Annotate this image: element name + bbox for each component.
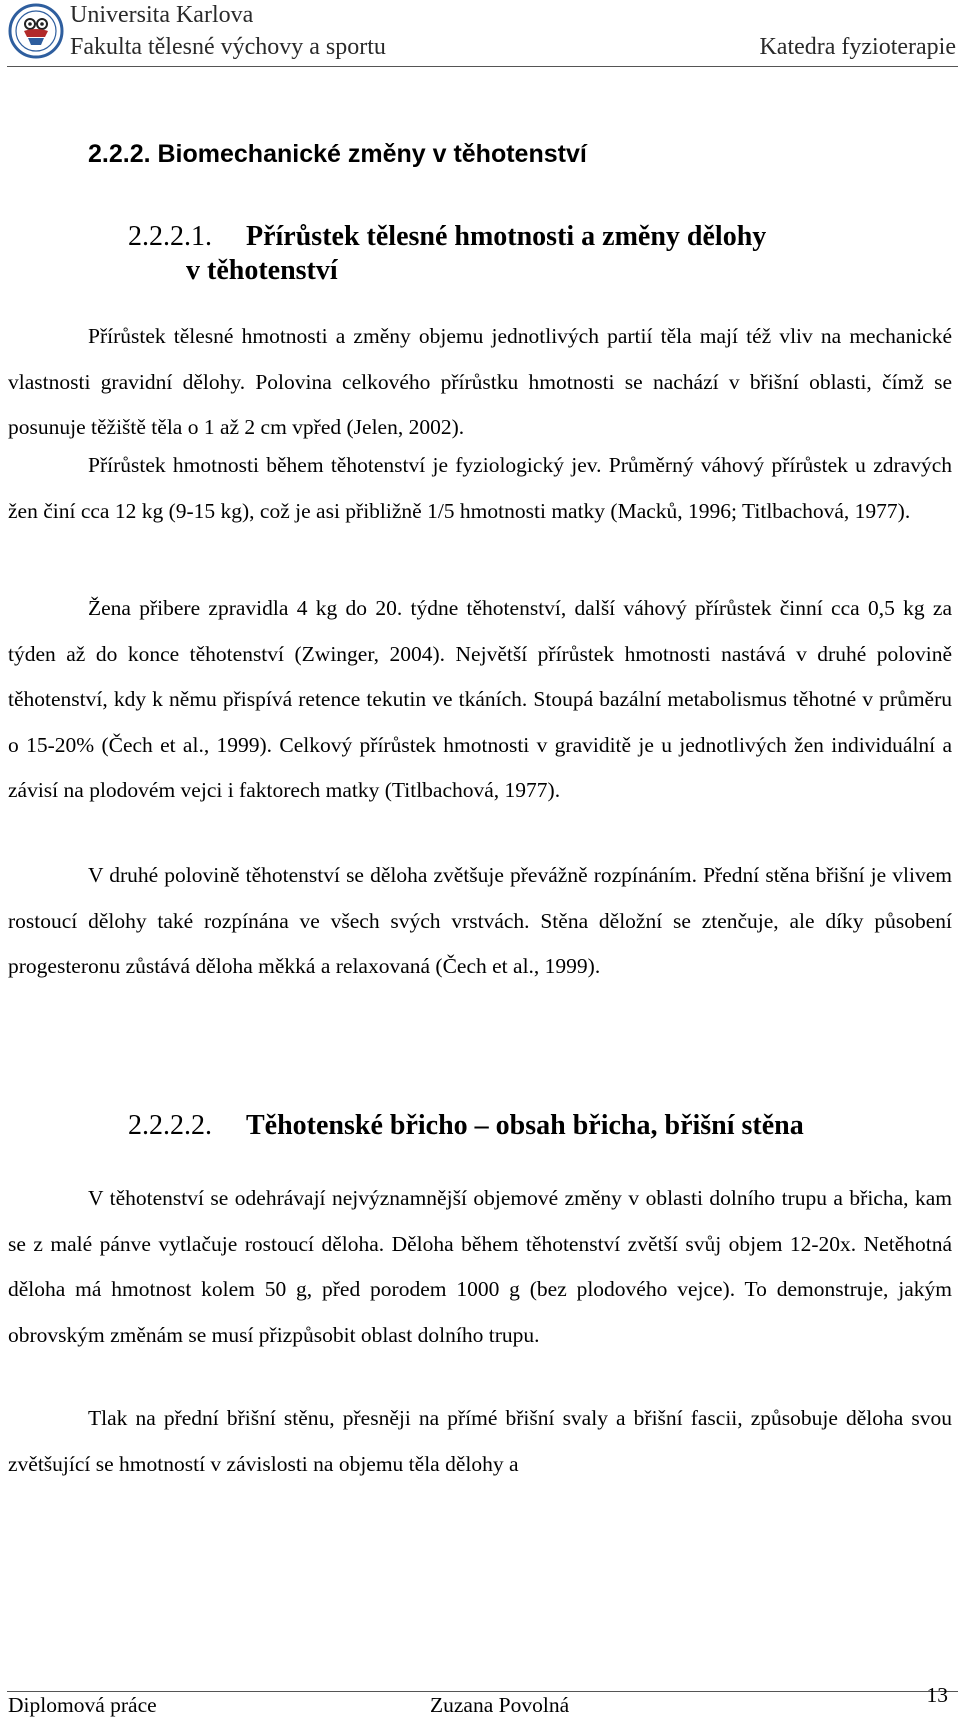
subsection-heading-2 (128, 1109, 804, 1143)
subsection-title-continued: v těhotenství (186, 255, 338, 286)
page-number: 13 (926, 1683, 948, 1707)
paragraph: V druhé polovině těhotenství se děloha zvětšuje převážně rozpínáním. Přední stěna břišní je vlivem rostoucí dělohy také rozpínána ve všech svých vrstvách. Stěna děložní se ztenčuje, ale díky působení progesteronu zůstává děloha měkká a relaxovaná (Čech et al., 1999). (8, 863, 952, 978)
section-heading: 2.2.2. Biomechanické změny v těhotenství (88, 140, 587, 168)
faculty-name: Fakulta tělesné výchovy a sportu (70, 34, 386, 60)
header-divider (7, 66, 958, 67)
paragraph: Tlak na přední břišní stěnu, přesněji na přímé břišní svaly a břišní fascii, způsobuje děloha svou zvětšující se hmotností v závislosti na objemu těla dělohy a (8, 1406, 952, 1476)
author-name: Zuzana Povolná (430, 1693, 570, 1717)
page-header (0, 0, 960, 68)
document-type: Diplomová práce (8, 1693, 157, 1717)
paragraph: Přírůstek hmotnosti během těhotenství je fyziologický jev. Průměrný váhový přírůstek u zdravých žen činí cca 12 kg (9-15 kg), což je asi přibližně 1/5 hmotnosti matky (Macků, 1996; Titlbachová, 1977). (8, 453, 952, 523)
paragraph: Žena přibere zpravidla 4 kg do 20. týdne těhotenství, další váhový přírůstek činní cca 0,5 kg za týden až do konce těhotenství (Zwinger, 2004). Největší přírůstek hmotnosti nastává v druhé polovině těhotenství, kdy k němu přispívá retence tekutin ve tkáních. Stoupá bazální metabolismus těhotné v průměru o 15-20% (Čech et al., 1999). Celkový přírůstek hmotnosti v graviditě je u jednotlivých žen individuální a závisí na plodovém vejci i faktorech matky (Titlbachová, 1977). (8, 596, 952, 802)
university-logo-icon (8, 3, 64, 59)
subsection-number: 2.2.2.1. (128, 221, 212, 252)
paragraph: Přírůstek tělesné hmotnosti a změny objemu jednotlivých partií těla mají též vliv na mechanické vlastnosti gravidní dělohy. Polovina celkového přírůstku hmotnosti se nachází v břišní oblasti, čímž se posunuje těžiště těla o 1 až 2 cm vpřed (Jelen, 2002). (8, 324, 952, 439)
subsection-heading-1 (128, 220, 766, 288)
subsection-number: 2.2.2.2. (128, 1110, 212, 1141)
paragraph: V těhotenství se odehrávají nejvýznamnější objemové změny v oblasti dolního trupu a břicha, kam se z malé pánve vytlačuje rostoucí děloha. Děloha během těhotenství zvětší svůj objem 12-20x. Netěhotná děloha má hmotnost kolem 50 g, před porodem 1000 g (bez plodového vejce). To demonstruje, jakým obrovským změnám se musí přizpůsobit oblast dolního trupu. (8, 1186, 952, 1347)
subsection-title: Přírůstek tělesné hmotnosti a změny dělohy (246, 221, 767, 252)
department-name: Katedra fyzioterapie (759, 34, 956, 60)
university-name: Universita Karlova (70, 2, 254, 28)
subsection-title: Těhotenské břicho – obsah břicha, břišní stěna (246, 1110, 804, 1141)
